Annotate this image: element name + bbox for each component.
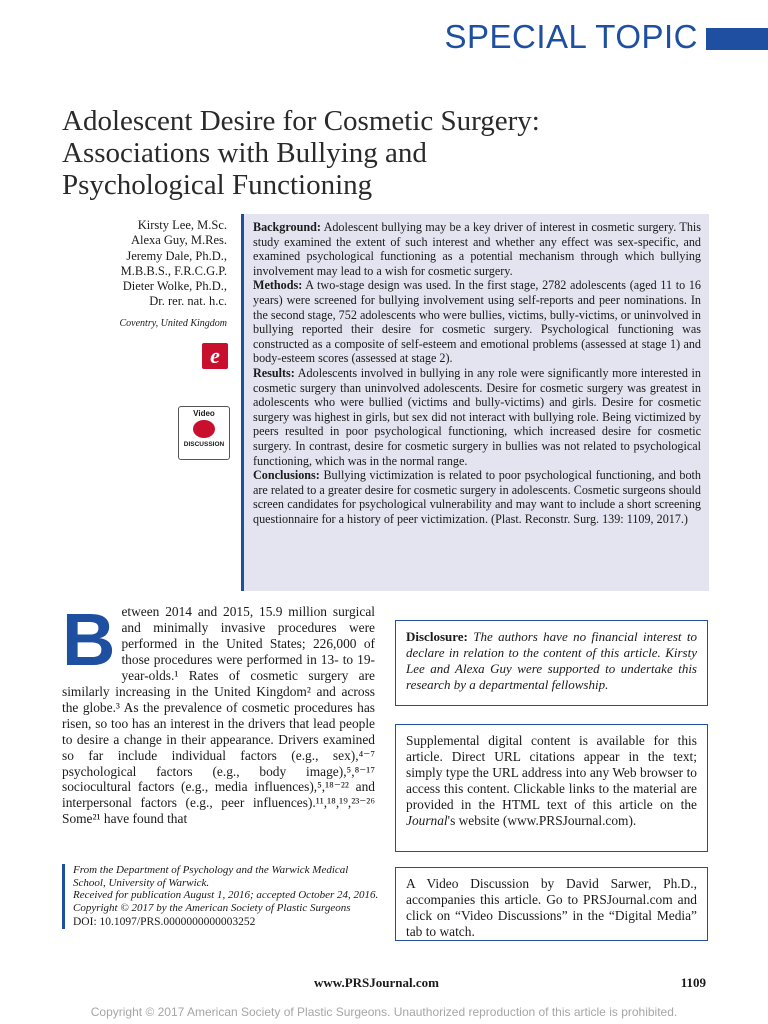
body-paragraph: etween 2014 and 2015, 15.9 million surgical and minimally invasive procedures were performed in the United States; 226,000 of those procedures were performed in 13- to 19-year-olds.¹ Rates of cosmetic surgery are similarly increasing in the United Kingdom² and across the globe.³ As the prevalence of cosmetic procedures has risen, so too has an interest in the drivers that lead people to desire a change in their appearance. Drivers examined so far include individual factors (e.g., sex),⁴⁻⁷ psychological factors (e.g., body image),⁵,⁸⁻¹⁷ sociocultural factors (e.g., media influences),⁵,¹⁸⁻²² and interpersonal factors (e.g., peer influences).¹¹,¹⁸,¹⁹,²³⁻²⁶ Some²¹ have found that <box>62 604 375 827</box>
supplemental-text: Supplemental digital content is available for this article. Direct URL citations appear in the text; simply type the URL address into any Web browser to access this content. Clickable links to the material are provided in the HTML text of this article on the <box>406 733 697 812</box>
affiliation-copyright: Copyright © 2017 by the American Society of Plastic Surgeons <box>73 901 351 914</box>
video-discussion-box <box>395 867 708 941</box>
author-location: Coventry, United Kingdom <box>119 318 227 329</box>
video-discussion-text: A Video Discussion by David Sarwer, Ph.D., accompanies this article. Go to PRSJournal.com and click on “Video Discussions” in the “Digital Media” tab to watch. <box>406 876 697 939</box>
author-line: Dr. rer. nat. h.c. <box>149 294 227 309</box>
disclosure-label: Disclosure: <box>406 629 468 644</box>
author-line: Kirsty Lee, M.Sc. <box>137 218 227 232</box>
author-line: M.B.B.S., F.R.C.G.P. <box>120 263 227 278</box>
abstract-methods <box>253 278 701 366</box>
abstract-results <box>253 366 701 468</box>
abstract-text: Adolescents involved in bullying in any role were significantly more interested in cosmetic surgery than uninvolved adolescents. Desire for cosmetic surgery was greatest in adolescents who were bullied (victims and bully-victims) and girls. Desire for cosmetic surgery was highest in girls, but sex did not interact with bullying role. Being victimized by peers resulted in poor psychological functioning, which increased desire for cosmetic surgery. In contrast, desire for cosmetic surgery in bullies was not related to psychological functioning, which was in the normal range. <box>253 365 701 468</box>
abstract-label: Methods: <box>253 278 303 293</box>
journal-url-link[interactable]: www.PRSJournal.com <box>314 975 439 990</box>
supplemental-content-box <box>395 724 708 852</box>
abstract-label: Results: <box>253 365 295 380</box>
affiliation-received: Received for publication August 1, 2016; accepted October 24, 2016. <box>73 889 379 902</box>
disclosure-box <box>395 620 708 706</box>
affiliation-block <box>62 864 380 929</box>
affiliation-from: From the Department of Psychology and the Warwick Medical School, University of Warwick. <box>73 864 349 889</box>
section-accent-bar <box>706 28 768 50</box>
author-line: Alexa Guy, M.Res. <box>130 233 227 248</box>
article-title <box>62 105 702 201</box>
abstract-conclusions <box>253 468 701 526</box>
copyright-watermark: Copyright © 2017 American Society of Plastic Surgeons. Unauthorized reproduction of this article is prohibited. <box>90 1005 678 1019</box>
abstract-label: Background: <box>253 220 321 234</box>
section-label: SPECIAL TOPIC <box>444 18 698 55</box>
abstract-label: Conclusions: <box>253 468 320 483</box>
author-line: Jeremy Dale, Ph.D., <box>126 248 227 263</box>
journal-name: Journal <box>406 813 448 828</box>
author-list <box>27 218 227 310</box>
title-line: Associations with Bullying and <box>62 137 427 169</box>
doi[interactable]: DOI: 10.1097/PRS.0000000000003252 <box>73 916 256 929</box>
video-badge-label: Video <box>193 409 215 418</box>
disclosure-text: The authors have no financial interest to declare in relation to the content of this article. Kirsty Lee and Alexa Guy were supported to undertake this research by a departmental fellowship. <box>406 629 697 692</box>
abstract-text: Bullying victimization is related to poor psychological functioning, and both are related to a greater desire for cosmetic surgery in adolescents. Cosmetic surgeons should screen candidates for psychological vulnerability and may want to include a short screening questionnaire for a history of peer victimization. <box>253 468 701 526</box>
author-line: Dieter Wolke, Ph.D., <box>122 279 227 294</box>
title-line: Adolescent Desire for Cosmetic Surgery: <box>62 105 540 137</box>
electronic-content-icon[interactable]: e <box>202 343 228 369</box>
supplemental-text-end: 's website (www.PRSJournal.com). <box>447 813 637 828</box>
abstract-text: A two-stage design was used. In the first stage, 2782 adolescents (aged 11 to 16 years) were screened for bullying involvement using self-reports and peer nominations. In the second stage, 752 adolescents who were bullies, victims, bully-victims, or uninvolved in bullying reported their desire for cosmetic surgery. Psychological functioning was constructed as a composite of self-esteem and emotional problems (assessed at stage 1) and body-esteem scores (assessed at stage 2). <box>253 278 701 366</box>
video-discussion-icon[interactable] <box>178 406 230 460</box>
title-line: Psychological Functioning <box>62 169 373 201</box>
abstract-text: Adolescent bullying may be a key driver of interest in cosmetic surgery. This study examined the extent of such interest and whether any effect was sex-specific, and examined psychological functioning as a potential mechanism through which bullying involvement may lead to a wish for cosmetic surgery. <box>253 220 701 278</box>
drop-cap: B <box>62 598 116 681</box>
abstract-box <box>241 214 709 591</box>
abstract-citation: (Plast. Reconstr. Surg. 139: 1109, 2017.) <box>491 511 688 526</box>
camera-icon <box>193 420 215 438</box>
abstract-background <box>253 220 701 278</box>
page-number: 1109 <box>680 975 706 990</box>
body-text <box>62 598 375 827</box>
video-badge-caption: DISCUSSION <box>183 441 225 448</box>
